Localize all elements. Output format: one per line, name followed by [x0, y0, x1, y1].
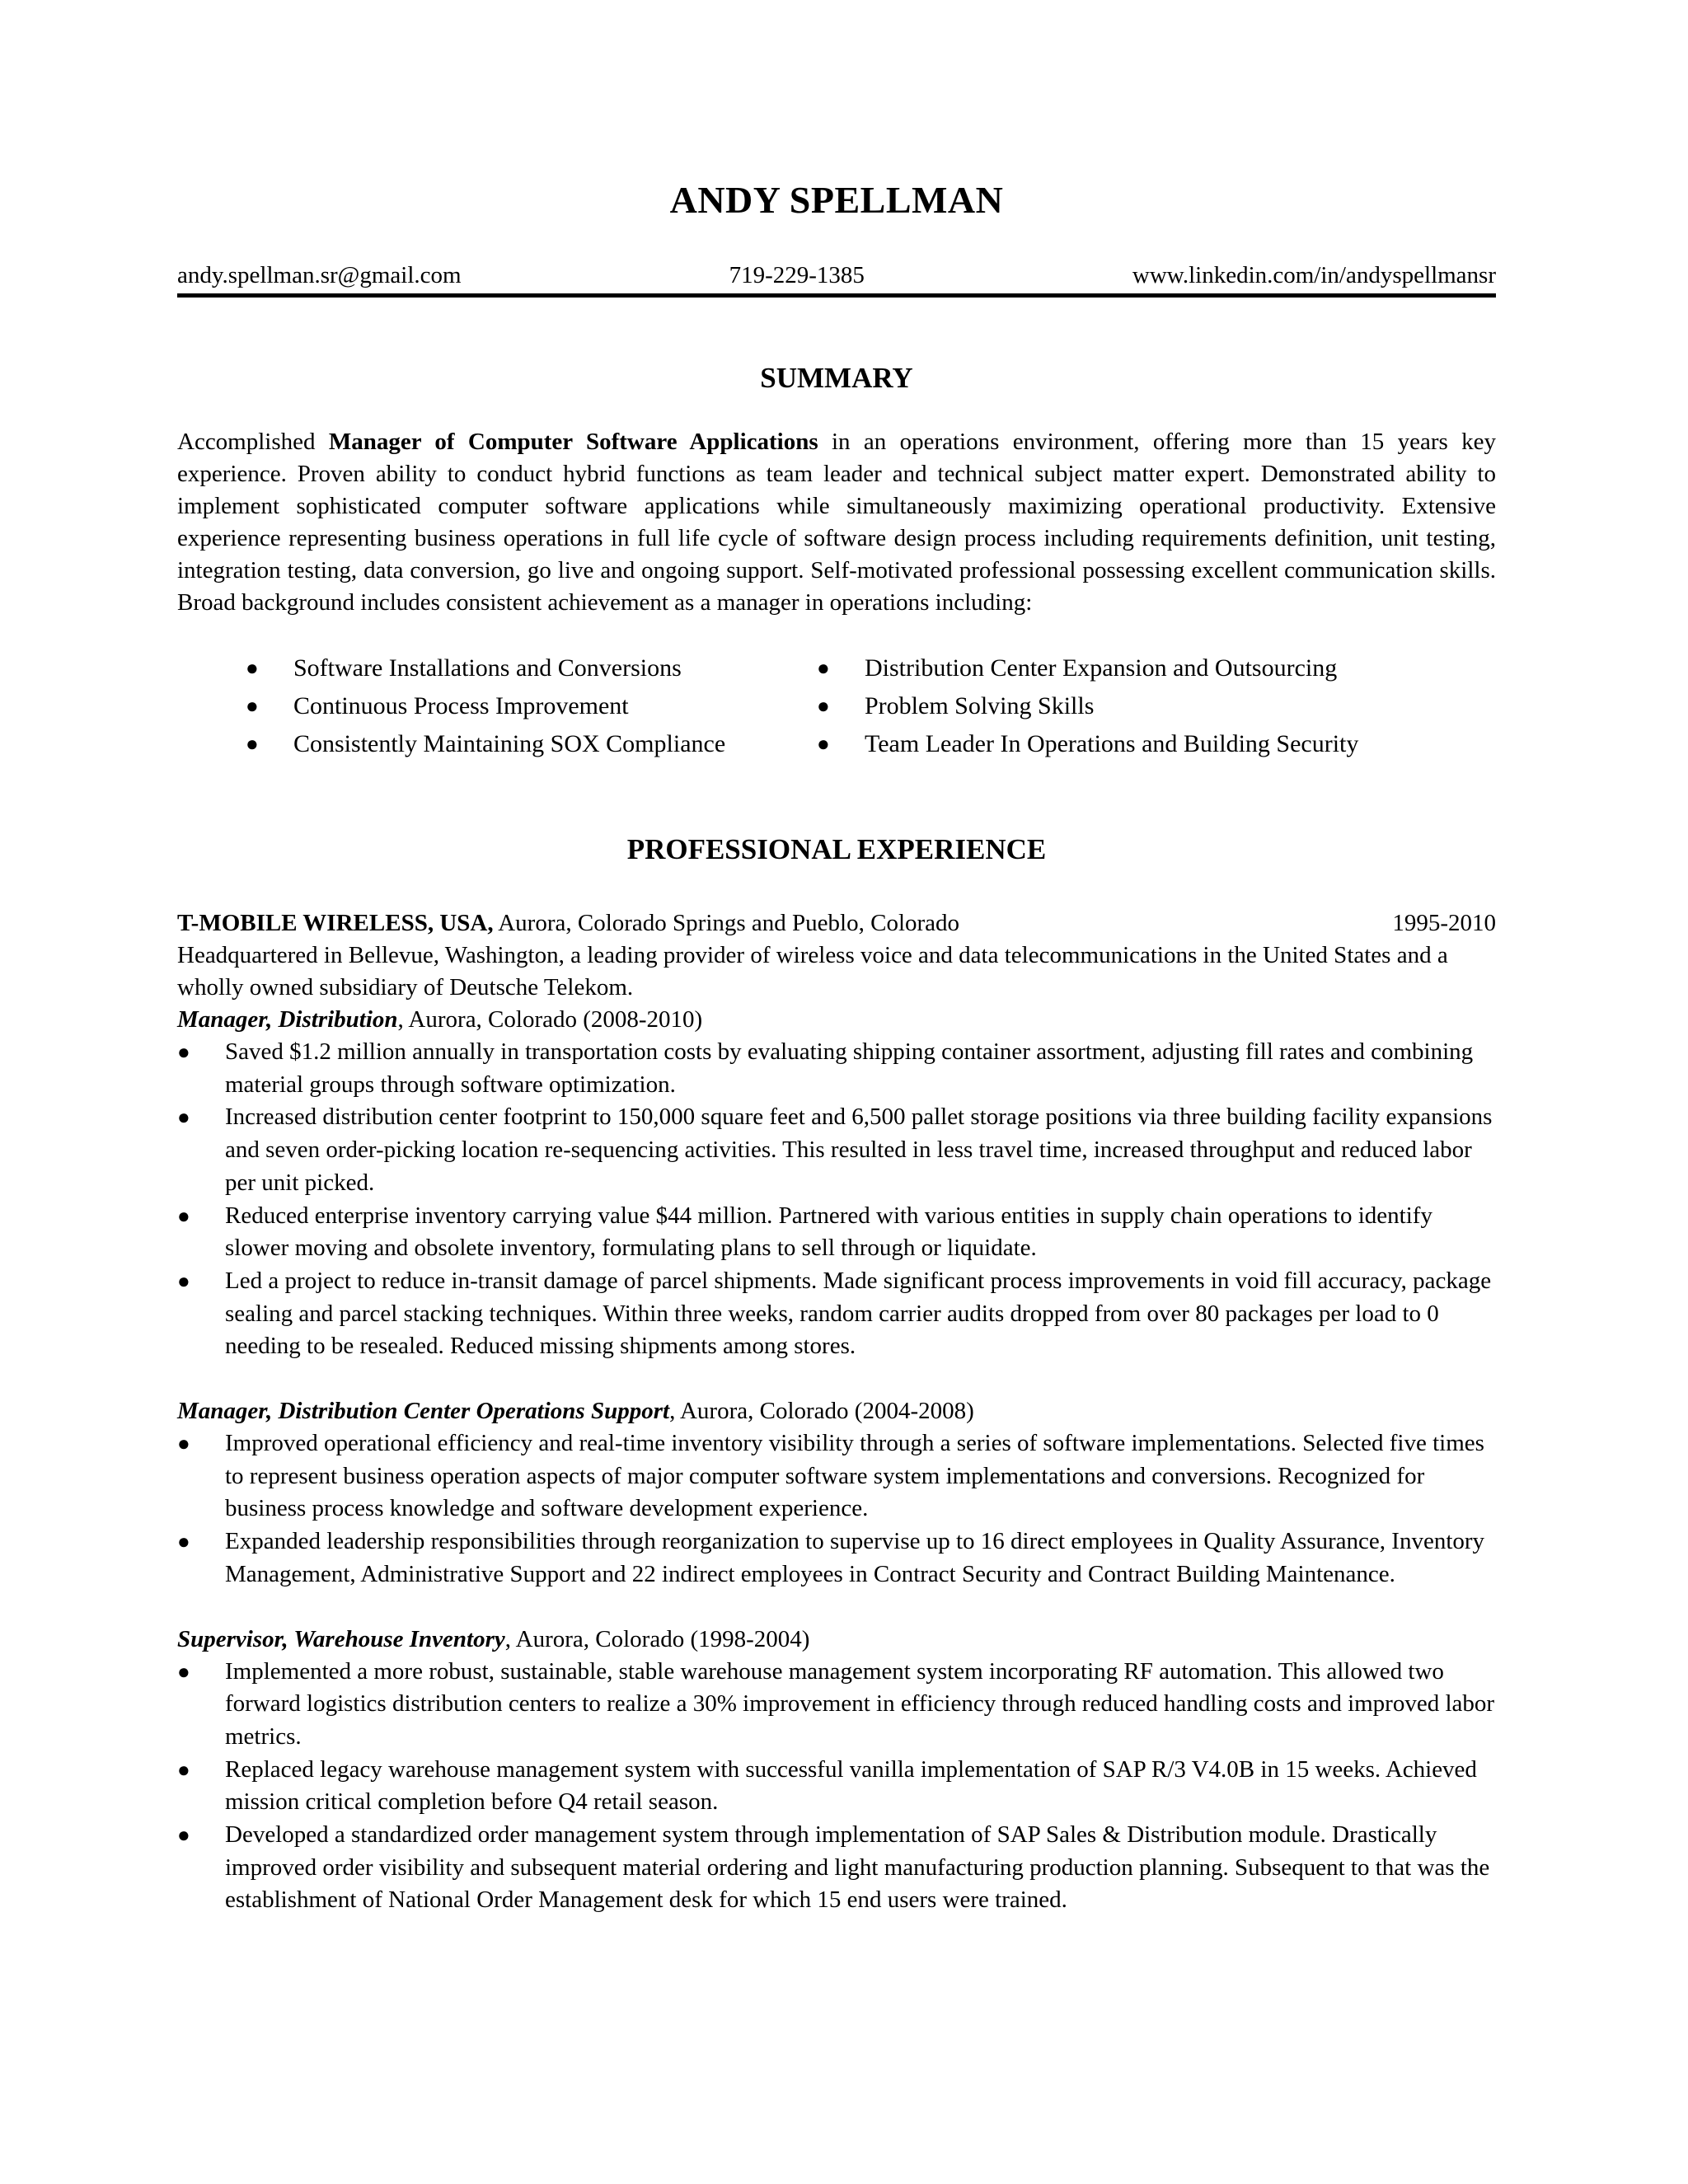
skill-text: Team Leader In Operations and Building Security: [865, 730, 1359, 757]
skill-item: [246, 687, 817, 725]
role-heading: [177, 1624, 1496, 1656]
email-address: andy.spellman.sr@gmail.com: [177, 262, 462, 288]
role-title: Manager, Distribution: [177, 1006, 398, 1033]
role-bullets: [177, 1656, 1496, 1918]
experience-heading: PROFESSIONAL EXPERIENCE: [626, 833, 1047, 865]
bullet-icon: ●: [246, 732, 259, 756]
list-item: [177, 1754, 1496, 1819]
bullet-icon: ●: [177, 1530, 190, 1554]
bullet-icon: ●: [177, 1268, 190, 1293]
company-location: Aurora, Colorado Springs and Pueblo, Colorado: [493, 910, 960, 936]
company-info: [177, 907, 959, 940]
candidate-name: ANDY SPELLMAN: [669, 179, 1004, 221]
bullet-text: Led a project to reduce in-transit damage of parcel shipments. Made significant process improvements in void fill accuracy, package sealing and parcel stacking techniques. Within three weeks, random carrier audits dropped from over 80 packages per load to 0 needing to be resealed. Reduced missing shipments among stores.: [225, 1267, 1492, 1360]
skill-item: [817, 687, 1443, 725]
skill-text: Software Installations and Conversions: [293, 654, 682, 682]
bullet-icon: ●: [177, 1105, 190, 1130]
bullet-icon: ●: [177, 1432, 190, 1456]
list-item: [177, 1200, 1496, 1265]
bullet-text: Replaced legacy warehouse management system with successful vanilla implementation of SAP R/3 V4.0B in 15 weeks. Achieved mission critical completion before Q4 retail season.: [225, 1755, 1477, 1816]
list-item: [177, 1819, 1496, 1917]
list-item: [177, 1427, 1496, 1526]
bullet-icon: ●: [817, 732, 830, 756]
skill-item: [246, 649, 817, 687]
summary-intro: Accomplished: [177, 429, 329, 455]
role-bullets: [177, 1036, 1496, 1363]
bullet-icon: ●: [817, 694, 830, 718]
company-dates: 1995-2010: [1392, 910, 1496, 936]
bullet-icon: ●: [177, 1040, 190, 1064]
skill-text: Distribution Center Expansion and Outsourcing: [865, 654, 1338, 682]
skill-item: [246, 725, 817, 763]
role-heading: [177, 1004, 1496, 1036]
list-item: [177, 1526, 1496, 1591]
role-bullets: [177, 1427, 1496, 1591]
company-description: Headquartered in Bellevue, Washington, a leading provider of wireless voice and data telecommunications in the United States and a wholly owned subsidiary of Deutsche Telekom.: [177, 942, 1448, 1001]
role-title: Manager, Distribution Center Operations Support: [177, 1398, 670, 1425]
bullet-icon: ●: [817, 656, 830, 680]
role-heading: [177, 1395, 1496, 1427]
skill-text: Continuous Process Improvement: [293, 692, 629, 719]
skill-item: [817, 725, 1443, 763]
bullet-text: Implemented a more robust, sustainable, stable warehouse management system incorporating RF automation. This allowed two forward logistics distribution centers to realize a 30% improvement in efficiency through reduced handling costs and improved labor metrics.: [225, 1657, 1495, 1750]
role-details: , Aurora, Colorado (2008-2010): [397, 1006, 703, 1033]
bullet-text: Saved $1.2 million annually in transportation costs by evaluating shipping container assortment, adjusting fill rates and combining material groups through software optimization.: [225, 1038, 1474, 1098]
phone-number: 719-229-1385: [729, 262, 865, 288]
resume-content: [177, 177, 1496, 1917]
list-item: [177, 1656, 1496, 1754]
list-item: [177, 1101, 1496, 1199]
skill-item: [817, 649, 1443, 687]
bullet-icon: ●: [177, 1203, 190, 1228]
role-title: Supervisor, Warehouse Inventory: [177, 1625, 505, 1652]
bullet-icon: ●: [177, 1659, 190, 1684]
summary-paragraph: [177, 426, 1496, 619]
bullet-icon: ●: [177, 1823, 190, 1848]
company-line: [177, 907, 1496, 940]
skill-text: Consistently Maintaining SOX Compliance: [293, 730, 726, 757]
summary-highlight: Manager of Computer Software Applications: [328, 429, 818, 455]
bullet-text: Expanded leadership responsibilities through reorganization to supervise up to 16 direct employees in Quality Assurance, Inventory Management, Administrative Support and 22 indirect employees in Contract Security and Contract Building Maintenance.: [225, 1528, 1485, 1587]
list-item: [177, 1036, 1496, 1101]
summary-heading: SUMMARY: [760, 362, 913, 394]
summary-body: in an operations environment, offering more than 15 years key experience. Proven ability to conduct hybrid functions as team leader and technical subject matter expert. Demonstrated ability to implement sophisticated computer software applications while simultaneously maximizing operational productivity. Extensive experience representing business operations in full life cycle of software design process including requirements definition, unit testing, integration testing, data conversion, go live and ongoing support. Self-motivated professional possessing excellent communication skills. Broad background includes consistent achievement as a manager in operations including:: [177, 429, 1497, 616]
bullet-icon: ●: [177, 1757, 190, 1782]
bullet-text: Improved operational efficiency and real-time inventory visibility through a series of software implementations. Selected five times to represent business operation aspects of major computer software system implementations and conversions. Recognized for business process knowledge and software development experience.: [225, 1430, 1484, 1522]
role-details: , Aurora, Colorado (1998-2004): [504, 1625, 810, 1652]
skills-list: [246, 649, 1496, 763]
contact-line: [177, 260, 1496, 298]
bullet-text: Increased distribution center footprint to 150,000 square feet and 6,500 pallet storage positions via three building facility expansions and seven order-picking location re-sequencing activities. This resulted in less travel time, increased throughput and reduced labor per unit picked.: [225, 1104, 1493, 1196]
skill-text: Problem Solving Skills: [865, 692, 1095, 719]
bullet-text: Developed a standardized order management system through implementation of SAP Sales & Distribution module. Drastically improved order visibility and subsequent material ordering and light manufacturing production planning. Subsequent to that was the establishment of National Order Management desk for which 15 end users were trained.: [225, 1821, 1490, 1914]
list-item: [177, 1265, 1496, 1363]
company-name: T-MOBILE WIRELESS, USA,: [177, 910, 494, 936]
role-details: , Aurora, Colorado (2004-2008): [669, 1398, 974, 1425]
bullet-icon: ●: [246, 694, 259, 718]
bullet-text: Reduced enterprise inventory carrying value $44 million. Partnered with various entities in supply chain operations to identify slower moving and obsolete inventory, formulating plans to sell through or liquidate.: [225, 1202, 1432, 1262]
linkedin-url: www.linkedin.com/in/andyspellmansr: [1132, 262, 1496, 288]
bullet-icon: ●: [246, 656, 259, 680]
